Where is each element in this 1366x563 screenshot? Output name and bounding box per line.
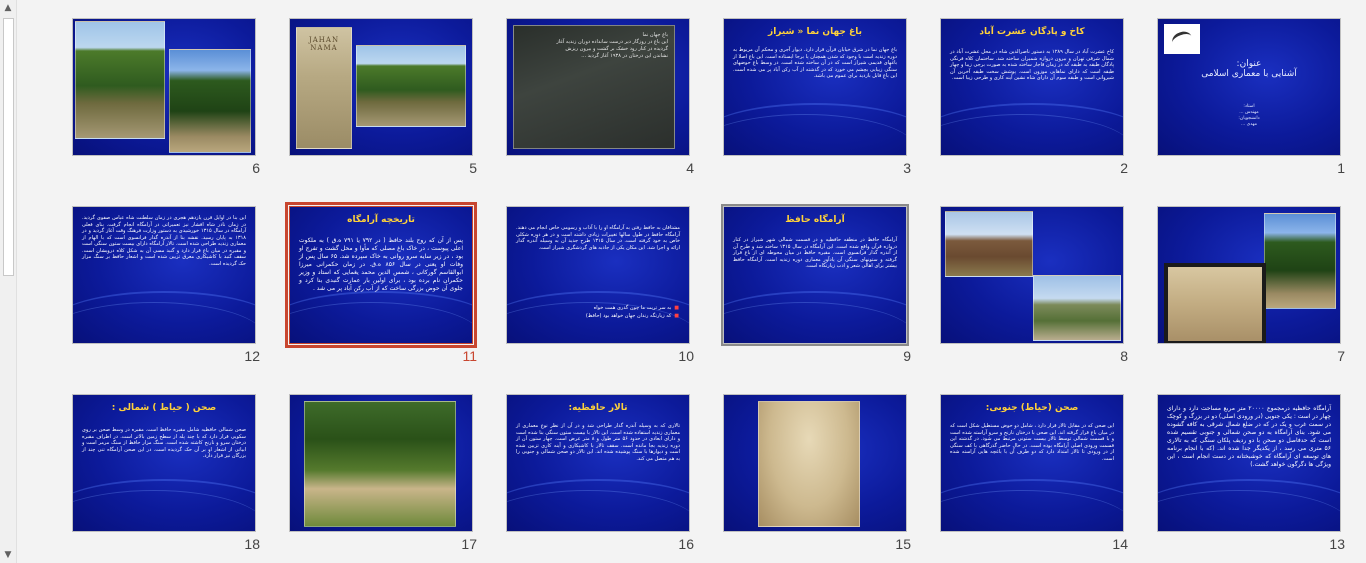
slide-number: 10	[678, 348, 694, 364]
slide-number: 7	[1337, 348, 1345, 364]
scrollbar-thumb[interactable]	[3, 18, 14, 276]
slide-number: 15	[895, 536, 911, 552]
slide-sorter	[17, 0, 1366, 563]
slide-body: صحن شمالی حافظیه شامل مقبره حافظ است. مقبره در وسط صحن بر روی سکویی قرار دارد که با چند پله از سطح زمین بالاتر است. در اطراف مقبره درختان سرو و نارنج کاشته شده است. سنگ مزار حافظ از سنگ مرمر است و ابیاتی از اشعار او بر آن حک گردیده است. در این صحن آرامگاه تنی چند از بزرگان نیز قرار دارد.	[82, 427, 246, 459]
slide-title: صحن ( حیاط ) شمالی :	[111, 403, 217, 413]
cypress-photo	[1264, 213, 1336, 309]
slide-7-canvas[interactable]	[1157, 206, 1341, 344]
slide-number: 18	[244, 536, 260, 552]
slide-body: باغ جهان نما در شرق خیابان قرآن قرار دارد. دیوار آجری و محکم آن مربوط به دوره زندیه است با وجود که شدن همچنان پا برجا ایستاده است. این باغ اصلا از باغهای قدیمی شیراز است که در آن ساخته شده است. در وسط باغ حوضهای سنگی زیبایی بچشم می خورد که در گذشته از آب رکن آباد پر می شده است. این باغ قابل بازدید برای عموم می باشد.	[733, 47, 897, 79]
slide-10-canvas[interactable]	[506, 206, 690, 344]
slide-title: تالار حافظیه:	[568, 403, 628, 413]
slide-thumb-4[interactable]	[506, 18, 724, 178]
slide-1-subtitle: استاد: مهندس ... دانشجویان: مهدی ...	[1238, 104, 1260, 127]
slide-thumb-8[interactable]	[940, 206, 1158, 366]
slide-title: تاریخچه آرامگاه	[347, 215, 415, 225]
slide-8-canvas[interactable]	[940, 206, 1124, 344]
slide-4-canvas[interactable]	[506, 18, 690, 156]
window-view-photo	[1164, 263, 1266, 344]
slide-thumb-3[interactable]	[723, 18, 941, 178]
slide-number: 14	[1112, 536, 1128, 552]
slide-number: 12	[244, 348, 260, 364]
slide-13-canvas[interactable]	[1157, 394, 1341, 532]
slide-title: باغ جهان نما « شیراز	[768, 27, 862, 37]
slide-6-canvas[interactable]	[72, 18, 256, 156]
slide-body: این بنا در اوایل قرن یازدهم هجری در زمان سلطنت شاه عباس صفوی گردید. در زمان نادر شاه افشار نیز تعمیراتی در آرامگاه انجام گرفت. بنای فعلی آرامگاه در سال ۱۳۱۵ خورشیدی به دستور وزارت فرهنگ وقت آغاز گردید و در ۱۳۱۸ به پایان رسید. نقشه بنا از آندره گدار فرانسوی است که با الهام از معماری زندیه طراحی شده است. تالار آرامگاه دارای بیست ستون سنگی است و مقبره در میان باغ قرار دارد و گنبد مسی آن به شکل کلاه درویشان است. سقف گنبد با کاشیکاری معرق تزیین شده است و اشعار حافظ بر سنگ مزار حک گردیده است.	[82, 215, 246, 267]
slide-number: 16	[678, 536, 694, 552]
slide-thumb-6[interactable]	[72, 18, 290, 178]
slide-body: تالاری که به وسیله آندره گدار طراحی شد و در آن از نظر نوع معماری از معماری زندیه استفاده شده است. این تالار با بیست ستون سنگی بنا شده است و دارای ابعادی در حدود ۵۶ متر طول و ۸ متر عرض است. چهار ستون آن از دوره زندیه بجا مانده است. سقف تالار با کاشیکاری و آینه کاری تزیین شده است و دیوارها با سنگ پوشیده شده اند. این تالار دو صحن شمالی و جنوبی را به هم متصل می کند.	[516, 423, 680, 462]
slide-number: 3	[903, 160, 911, 176]
slide-body: این صحن که در مقابل تالار قرار دارد ، شامل دو حوض مستطیل شکل است که در میان باغ قرار گرفته اند. این صحن با درختان نارنج و سرو آراسته شده است و با قسمت شمالی توسط تالار بیست ستونی مرتبط می شود. در گذشته این قسمت ورودی اصلی آرامگاه بوده است. در حال حاضر گذرگاهی با کف سنگی از در ورودی تا تالار امتداد دارد که دو طرف آن با باغچه هایی آراسته شده است.	[950, 423, 1114, 462]
slide-number: 11	[462, 348, 477, 364]
vertical-scrollbar[interactable]	[0, 0, 17, 563]
scroll-up-arrow-icon[interactable]: ▲	[4, 3, 12, 13]
slide-body: پس از آن که روح بلند حافظ ( در ۷۹۲ یا ۷۹۱ ه.ق ) به ملکوت اعلی پیوست ، در خاک باغ مصلی که مأوا و محل گشت و تفرج او بود ، در زیر سایه سرو روانی به خاک سپرده شد. ۶۵ سال پس از وفات او یعنی در سال ۸۵۶ ه.ق. در زمان حکمرانی میرزا ابوالقاسم گورکانی ، شمس الدین محمد یغمایی که استاد و وزیر حکمران نام برده بود ، برای اولین بار عمارت گنبدی بنا کرد و جلوی آن حوض بزرگی ساخت که از آب رکن آباد پر می شد .	[299, 237, 463, 292]
slide-thumb-13[interactable]	[1157, 394, 1366, 554]
slide-number: 8	[1120, 348, 1128, 364]
slide-1-canvas[interactable]	[1157, 18, 1341, 156]
slide-number: 6	[252, 160, 260, 176]
slide-thumb-17[interactable]	[289, 394, 507, 554]
slide-thumb-12[interactable]	[72, 206, 290, 366]
book-cover-photo	[296, 27, 352, 149]
slide-thumb-10[interactable]	[506, 206, 724, 366]
slide-16-canvas[interactable]	[506, 394, 690, 532]
slide-number: 2	[1120, 160, 1128, 176]
slide-12-canvas[interactable]	[72, 206, 256, 344]
university-logo-icon	[1164, 24, 1200, 54]
slide-title: صحن (حیاط) جنوبی:	[985, 403, 1079, 413]
slide-body: آرامگاه حافظیه درمجموع ۲۰۰۰۰ متر مربع مساحت دارد و دارای چهار در است : یکی جنوبی (در ورودی اصلی) دو در بزرگ و کوچک در سمت غرب و یک در که در ضلع شمال شرقی به کافه گشوده می شود. بنای آرامگاه به دو صحن شمالی و جنوبی تقسیم شده است که حدفاصل دو صحن با دو ردیف پلکان سنگی که به تالاری ۵۶ متری می رسد ، از یکدیگر جدا شده اند. (که با انجام برنامه های توسعه ای آرامگاه که خوشبختانه در دست انجام است ، این ویژگی ها دگرگون خواهد گشت.)	[1167, 405, 1331, 468]
slide-2-canvas[interactable]	[940, 18, 1124, 156]
slide-11-canvas[interactable]	[289, 206, 473, 344]
slide-body: آرامگاه حافظ در منطقه حافظیه و در قسمت شمالی شهر شیراز در کنار دروازه قرآن واقع شده است. این آرامگاه در سال ۱۳۱۵ ساخته شد و طرح آن از آندره گدار فرانسوی است. مقبره حافظ در میان محوطه ای از باغ قرار گرفته و ستونهای سنگی آن یادآور معماری دوره زندیه است. آرامگاه حافظ بیشتر برای اهالی شعر و ادب زیارتگاه است.	[733, 237, 897, 269]
slide-1-title: عنوان: آشنایی با معماری اسلامی	[1201, 59, 1297, 79]
poem-bullets: ■به سر تربت ما چون گذری همت خواه ■که زیارتگه رندان جهان خواهد بود (حافظ)	[585, 305, 679, 319]
tomb-garden-photo	[1033, 275, 1121, 341]
slide-9-canvas[interactable]	[723, 206, 907, 344]
slide-3-canvas[interactable]	[723, 18, 907, 156]
bullet-item: به سر تربت ما چون گذری همت خواه	[593, 305, 672, 311]
slide-thumb-1[interactable]	[1157, 18, 1366, 178]
slide-body: کاخ عشرت آباد در سال ۱۲۸۹ به دستور ناصرالدین شاه در محل عشرت آباد در شمال شرقی تهران و بیرون دروازه شمیران ساخته شد. ساختمان کلاه فرنگی پادگان طبقه به طبقه که در زمان قاجار ساخته شده به صورت برجی زیبا و چهار طبقه است که دارای نماهایی موزون است. پوشش سخت طبقه آخرین آن شیروانی است و طبقه سوم آن دارای شاه نشین آینه کاری و طرحی زیبا است.	[950, 49, 1114, 81]
scroll-down-arrow-icon[interactable]: ▼	[4, 550, 12, 560]
slide-thumb-2[interactable]	[940, 18, 1158, 178]
sign-text: باغ جهان نما این باغ در روزگار دیر درست سانداده دوران زندیه آغاز گردیده در کنار رود خشک بر گشت و بیرون ریزش نشاندن این درختان در ۱۹۳۸ آغاز گردید ...	[556, 32, 668, 59]
slide-number: 5	[469, 160, 477, 176]
trees-photo	[169, 49, 251, 153]
slide-number: 13	[1329, 536, 1345, 552]
ruin-photo	[945, 211, 1033, 277]
slide-title: آرامگاه حافظ	[785, 215, 845, 225]
slide-number: 9	[903, 348, 911, 364]
bullet-item: که زیارتگه رندان جهان خواهد بود (حافظ)	[585, 313, 672, 319]
slide-15-canvas[interactable]	[723, 394, 907, 532]
slide-14-canvas[interactable]	[940, 394, 1124, 532]
slide-thumb-11[interactable]	[289, 206, 507, 366]
slide-18-canvas[interactable]	[72, 394, 256, 532]
slide-title: کاخ و پادگان عشرت آباد	[979, 27, 1085, 37]
sign-photo	[513, 25, 675, 149]
slide-number: 4	[686, 160, 694, 176]
slide-thumb-5[interactable]	[289, 18, 507, 178]
slide-number: 1	[1337, 160, 1345, 176]
slide-thumb-7[interactable]	[1157, 206, 1366, 366]
slide-thumb-16[interactable]	[506, 394, 724, 554]
slide-thumb-9[interactable]	[723, 206, 941, 366]
slide-thumb-15[interactable]	[723, 394, 941, 554]
garden-path-photo	[75, 21, 165, 139]
slide-5-canvas[interactable]	[289, 18, 473, 156]
slide-17-canvas[interactable]	[289, 394, 473, 532]
slide-thumb-14[interactable]	[940, 394, 1158, 554]
slide-thumb-18[interactable]	[72, 394, 290, 554]
slide-body: مشتاقان به حافظ رفتن به آرامگاه او را با آداب و رسومی خاص انجام می دهند. آرامگاه حافظ در طول سالها تغییرات زیادی داشته است و در هر دوره شکلی خاص به خود گرفته است. در سال ۱۳۱۵ طرح جدید آن به وسیله آندره گدار ارائه و اجرا شد. این مکان یکی از جاذبه های گردشگری شیراز است.	[516, 225, 681, 251]
book-caption: JAHAN NAMA	[308, 36, 340, 52]
palm-garden-photo	[304, 401, 456, 527]
slide-number: 17	[461, 536, 477, 552]
garden-photo	[356, 45, 466, 127]
arch-window-photo	[758, 401, 860, 527]
